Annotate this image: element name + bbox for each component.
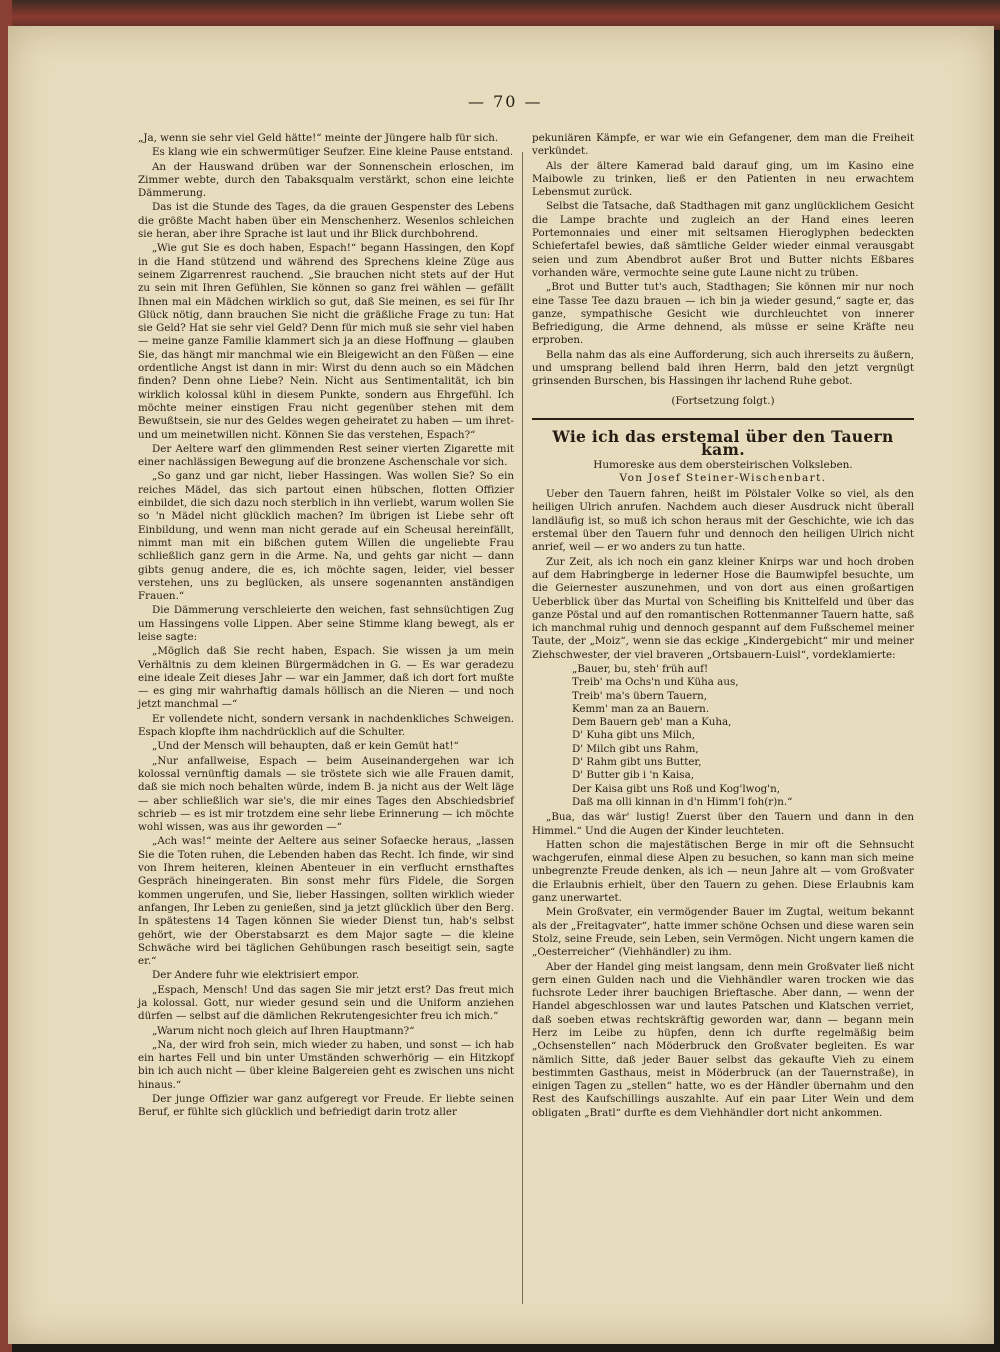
paragraph: Der Andere fuhr wie elektrisiert empor.: [152, 969, 360, 982]
poem-line: Kemm' man za an Bauern.: [572, 702, 710, 715]
paragraph: Zur Zeit, als ich noch ein ganz kleiner Knirps war und hoch droben auf dem Habringberge in lederner Hose die Baumwipfel besuchte, um die Geiernester auszunehmen, und von dort aus einen großartigen Ueberblick über das Murtal von Scheifling bis Knittelfeld und über das ganze Pöstal und auf den romantischen Rottenmanner Tauern hatte, saß ich manchmal ruhig und dennoch gespannt auf dem Fußschemel meiner Taute, der „Moiz“, wenn sie das eckige „Kindergebicht“ mir und meiner Ziehschwester, der viel braveren „Ortsbauern-Luisl“, vordeklamierte:: [532, 555, 914, 661]
poem-line: D' Rahm gibt uns Butter,: [572, 756, 702, 769]
paragraph: „Möglich daß Sie recht haben, Espach. Sie wissen ja um mein Verhältnis zu dem kleinen Bürgermädchen in G. — Es war geradezu eine ideale Zeit dieses Jahr — war ein Jammer, daß ich dort fort mußte — es ging mir wahrhaftig damals höllisch an die Nieren — und noch jetzt manchmal —“: [138, 645, 514, 711]
poem-line: Treib' ma's übern Tauern,: [572, 689, 708, 702]
page-number: — 70 —: [468, 92, 543, 111]
newspaper-page: [8, 26, 994, 1344]
paragraph: Er vollendete nicht, sondern versank in nachdenkliches Schweigen. Espach klopfte ihm nachdrücklich auf die Schulter.: [138, 712, 514, 739]
paragraph: „So ganz und gar nicht, lieber Hassingen. Was wollen Sie? So ein reiches Mädel, das sich partout einen hübschen, flotten Offizier einbildet, die sich dazu noch sterblich in ihn verliebt, warum wollen Sie so 'n Mädel nicht glücklich machen? Im übrigen ist Liebe sehr oft Einbildung, und wenn man nicht gerade auf ein Scheusal hereinfällt, nimmt man mit ein bißchen gutem Willen die ungeliebte Frau schließlich ganz gern in die Arme. Na, und gehts gar nicht — dann gibts genug andere, die es, ich möchte sagen, leider, viel besser verstehen, uns zu beglücken, als unsere sogenannten anständigen Frauen.“: [138, 470, 514, 603]
paragraph: Als der ältere Kamerad bald darauf ging, um im Kasino eine Maibowle zu trinken, ließ er den Patienten in neu erwachtem Lebensmut zurück.: [532, 159, 914, 199]
paragraph: „Na, der wird froh sein, mich wieder zu haben, und sonst — ich hab ein hartes Fell und bin unter Umständen schwerhörig — ein Hitzkopf bin ich auch nicht — über kleine Balgereien geht es zwischen uns nicht hinaus.“: [138, 1038, 514, 1091]
paragraph: „Brot und Butter tut's auch, Stadthagen; Sie können mir nur noch eine Tasse Tee dazu brauen — ich bin ja wieder gesund,“ sagte er, das ganze, sympathische Gesicht wie durchleuchtet von innerer Befriedigung, die Arme dehnend, als müsse er seine Kräfte neu erproben.: [532, 281, 914, 347]
paragraph: pekuniären Kämpfe, er war wie ein Gefangener, dem man die Freiheit verkündet.: [532, 132, 914, 158]
paragraph: „Ja, wenn sie sehr viel Geld hätte!“ meinte der Jüngere halb für sich.: [138, 132, 499, 144]
poem-line: Daß ma olli kinnan in d'n Himm'l foh(r)n.“: [572, 795, 793, 808]
poem-line: Treib' ma Ochs'n und Küha aus,: [572, 676, 739, 689]
paragraph: „Espach, Mensch! Und das sagen Sie mir jetzt erst? Das freut mich ja kolossal. Gott, nur wieder gesund sein und die Uniform anziehen dürfen — selbst auf die dämlichen Rekrutengesichter freu ich mich.“: [138, 983, 514, 1023]
poem-line: D' Kuha gibt uns Milch,: [572, 729, 696, 742]
paragraph: Das ist die Stunde des Tages, da die grauen Gespenster des Lebens die größte Macht haben über ein Menschenherz. Wesenlos schleichen sie heran, aber ihre Sprache ist laut und ihr Blick durchbohrend.: [138, 201, 514, 241]
paragraph: „Und der Mensch will behaupten, daß er kein Gemüt hat!“: [152, 740, 459, 753]
paragraph: Selbst die Tatsache, daß Stadthagen mit ganz unglücklichem Gesicht die Lampe brachte und zugleich an der Hand eines leeren Portemonnaies und einer mit seltsamen Hieroglyphen bedeckten Schiefertafel bewies, daß sämtliche Gelder wieder einmal verausgabt seien und zum Abendbrot außer Brot und Butter nichts Eßbares vorhanden wäre, vermochte seine gute Laune nicht zu trüben.: [532, 200, 914, 279]
story-author: Von Josef Steiner-Wischenbart.: [619, 471, 827, 484]
paragraph: „Nur anfallweise, Espach — beim Auseinandergehen war ich kolossal vernünftig damals — sie tröstete sich wie alle Frauen damit, daß sie mich noch behalten würde, indem B. ja nicht aus der Welt läge — aber schließlich war sie's, die mir eines Tages den Abschiedsbrief schrieb — es ist mir trotzdem eine sehr liebe Erinnerung — ich möchte wohl wissen, was aus ihr geworden —“: [138, 754, 514, 834]
continuation-note: (Fortsetzung folgt.): [671, 394, 775, 407]
story-title: Wie ich das erstemal über den Tauern kam.: [552, 426, 894, 460]
paragraph: Aber der Handel ging meist langsam, denn mein Großvater ließ nicht gern einen Gulden nach und die Viehhändler waren trocken wie das fuchsrote Leder ihrer bauchigen Brieftasche. Aber dann, — wenn der Handel abgeschlossen war und lautes Patschen und Klatschen verriet, daß soeben etwas rechtskräftig geworden war, dann — begann mein Herz im Leibe zu hüpfen, denn ich durfte regelmäßig beim „Ochsenstellen“ nach Möderbruck den Großvater begleiten. Es war nämlich Sitte, daß jeder Bauer selbst das gekaufte Vieh zu einem bestimmten Gasthaus, meist in Möderbruck (an der Tauernstraße), in einigen Tagen zu „stellen“ hatte, wo es der Händler übernahm und den Rest des Kaufschillings auszahlte. Auf ein paar Liter Wein und dem obligaten „Bratl“ durfte es dem Viehhändler dort nicht ankommen.: [532, 960, 914, 1119]
paragraph: Der Aeltere warf den glimmenden Rest seiner vierten Zigarette mit einer nachlässigen Bewegung auf die bronzene Aschenschale vor sich.: [138, 442, 514, 469]
paragraph: Hatten schon die majestätischen Berge in mir oft die Sehnsucht wachgerufen, einmal diese Alpen zu besuchen, so kann man sich meine unbegrenzte Freude denken, als ich — neun Jahre alt — vom Großvater die Erlaubnis erhielt, über den Tauern zu gehen. Diese Erlaubnis kam ganz unerwartet.: [532, 838, 914, 905]
poem: [572, 663, 914, 809]
poem-line: „Bauer, bu, steh' früh auf!: [572, 662, 709, 675]
paragraph: Ueber den Tauern fahren, heißt im Pölstaler Volke so viel, als den heiligen Ulrich anrufen. Nachdem auch dieser Ausdruck nicht überall landläufig ist, so muß ich schon heraus mit der Geschichte, wie ich das erstemal über den Tauern fuhr und dennoch den heiligen Ulrich nicht anrief, weil — er wo anders zu tun hatte.: [532, 488, 914, 554]
paragraph: „Warum nicht noch gleich auf Ihren Hauptmann?“: [152, 1024, 415, 1037]
paragraph: Bella nahm das als eine Aufforderung, sich auch ihrerseits zu äußern, und umsprang bellend bald ihren Herrn, bald den jetzt vergnügt grinsenden Burschen, bis Hassingen ihr lachend Ruhe gebot.: [532, 348, 914, 388]
section-rule: [532, 418, 914, 420]
paragraph: „Wie gut Sie es doch haben, Espach!“ begann Hassingen, den Kopf in die Hand stützend und während des Sprechens kleine Züge aus seinem Zigarrenrest rauchend. „Sie brauchen nicht stets auf der Hut zu sein mit Ihren Gefühlen, Sie können so ganz frei wählen — gefällt Ihnen mal ein Mädchen wirklich so gut, daß Sie meinen, es sei für Ihr Glück nötig, dann brauchen Sie nicht die gräßliche Frage zu tun: Hat sie Geld? Hat sie sehr viel Geld? Denn für mich muß sie sehr viel haben — meine ganze Familie klammert sich ja an diese Hoffnung — glauben Sie, das hängt mir manchmal wie ein Bleigewicht an den Füßen — eine ordentliche Angst ist dann in mir: Wirst du denn auch so ein Mädchen finden? Denn ohne Liebe? Nein. Nicht aus Sentimentalität, ich bin wirklich kolossal kühl in diesem Punkte, sondern aus Ehrgefühl. Ich möchte meiner einstigen Frau nicht gegenüber stehen mit dem Bewußtsein, sie nur des Geldes wegen geheiratet zu haben — um ihret- und um meinetwillen nicht. Können Sie das verstehen, Espach?“: [138, 242, 514, 441]
paragraph: „Bua, das wär' lustig! Zuerst über den Tauern und dann in den Himmel.“ Und die Augen der Kinder leuchteten.: [532, 811, 914, 837]
story-subtitle: Humoreske aus dem obersteirischen Volksleben.: [593, 458, 853, 471]
column-divider: [522, 152, 523, 1304]
poem-line: D' Milch gibt uns Rahm,: [572, 742, 699, 755]
paragraph: Mein Großvater, ein vermögender Bauer im Zugtal, weitum bekannt als der „Freitagvater“, hatte immer schöne Ochsen und diese waren sein Stolz, seine Freude, sein Leben, sein Vermögen. Nicht ungern kamen die „Oesterreicher“ (Viehhändler) zu ihm.: [532, 906, 914, 959]
paragraph: Die Dämmerung verschleierte den weichen, fast sehnsüchtigen Zug um Hassingens volle Lippen. Aber seine Stimme klang bewegt, als er leise sagte:: [138, 604, 514, 643]
poem-line: D' Butter gib i 'n Kaisa,: [572, 769, 694, 782]
paragraph: Der junge Offizier war ganz aufgeregt vor Freude. Er liebte seinen Beruf, er fühlte sich glücklich und befriedigt darin trotz aller: [138, 1093, 514, 1119]
left-column: [138, 132, 514, 1121]
poem-line: Der Kaisa gibt uns Roß und Kog'lwog'n,: [572, 782, 780, 795]
paragraph: „Ach was!“ meinte der Aeltere aus seiner Sofaecke heraus, „lassen Sie die Toten ruhen, die Lebenden haben das Recht. Ich finde, wir sind von Ihrem heiteren, kleinen Abenteuer in ein verflucht ernsthaftes Gespräch hineingeraten. Bin sonst mehr fürs Fidele, die Sorgen kommen ungerufen, und Sie, lieber Hassingen, sollten wirklich wieder anfangen, Ihr Leben zu genießen, sind ja jetzt glücklich über den Berg. In spätestens 14 Tagen können Sie wieder Dienst tun, hab's selbst gehört, wie der Oberstabsarzt es dem Major sagte — die kleine Schwäche wird bei täglichen Gehübungen rasch beseitigt sein, sagte er.“: [138, 835, 514, 968]
poem-line: Dem Bauern geb' man a Kuha,: [572, 716, 732, 729]
right-column: [532, 132, 914, 1121]
paragraph: An der Hauswand drüben war der Sonnenschein erloschen, im Zimmer webte, durch den Tabaksqualm verstärkt, schon eine leichte Dämmerung.: [138, 160, 514, 200]
paragraph: Es klang wie ein schwermütiger Seufzer. Eine kleine Pause entstand.: [152, 146, 514, 159]
